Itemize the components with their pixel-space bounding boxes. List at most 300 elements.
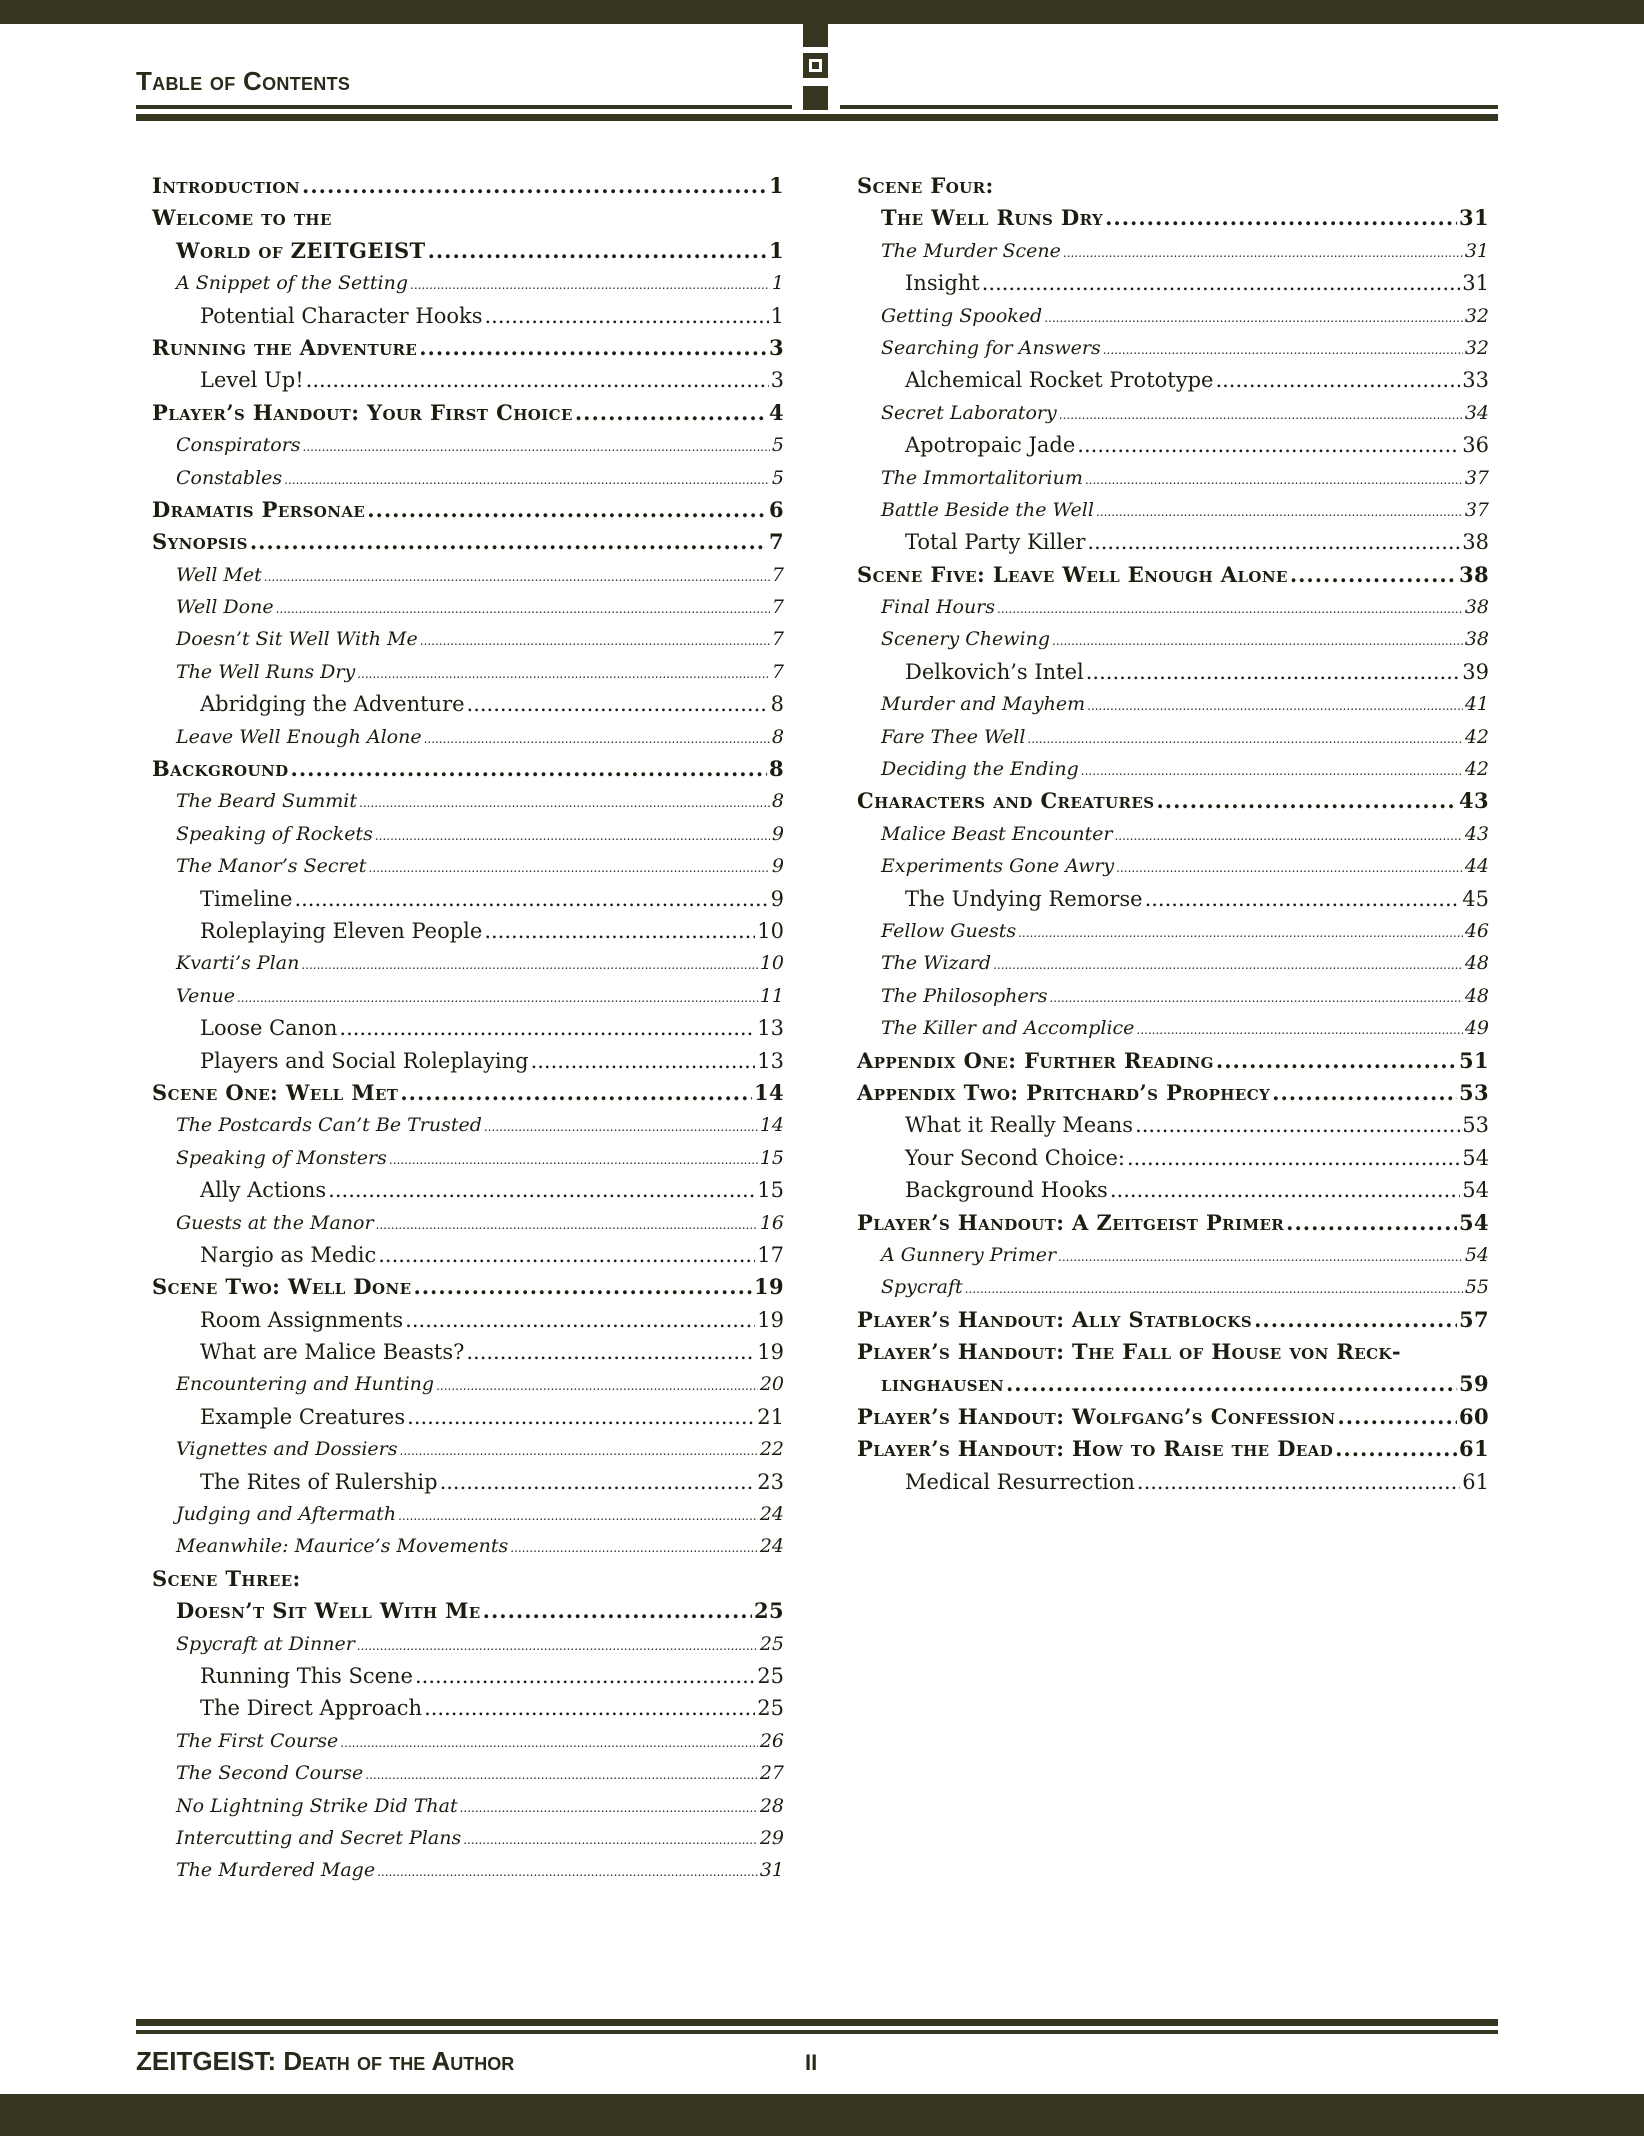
toc-entry[interactable]: [152, 1530, 784, 1562]
toc-dot-leader: [1156, 785, 1457, 817]
toc-entry[interactable]: [857, 202, 1489, 234]
toc-page-number: 11: [759, 984, 784, 1007]
toc-entry[interactable]: [857, 1012, 1489, 1044]
toc-entry-title: Apotropaic Jade: [905, 433, 1076, 458]
toc-dot-leader: [485, 300, 769, 332]
toc-entry[interactable]: [152, 623, 784, 655]
toc-entry-title: Encountering and Hunting: [176, 1373, 435, 1396]
toc-dot-leader: [1335, 1433, 1457, 1465]
toc-dot-leader: [301, 949, 758, 981]
toc-entry-title: Running the Adventure: [152, 334, 418, 360]
toc-entry[interactable]: [857, 1336, 1489, 1368]
toc-entry-title: The Immortalitorium: [881, 466, 1083, 489]
toc-page-number: 19: [757, 1307, 784, 1332]
toc-entry-title: Secret Laboratory: [881, 401, 1057, 424]
toc-entry[interactable]: [152, 1757, 784, 1789]
toc-page-number: 31: [1462, 271, 1489, 296]
toc-entry-title: Timeline: [200, 886, 293, 911]
toc-entry-title: The Undying Remorse: [905, 886, 1143, 911]
toc-page-number: 9: [771, 855, 784, 878]
toc-page-number: 54: [1458, 1209, 1489, 1235]
toc-entry-title: Example Creatures: [200, 1404, 406, 1429]
toc-entry-title: Medical Resurrection: [905, 1469, 1135, 1494]
toc-entry-title: Deciding the Ending: [881, 758, 1079, 781]
toc-page-number: 5: [771, 466, 784, 489]
toc-entry-title: Experiments Gone Awry: [881, 855, 1115, 878]
toc-entry[interactable]: [152, 559, 784, 591]
toc-page-number: 15: [757, 1178, 784, 1203]
toc-page-number: 15: [759, 1146, 784, 1169]
toc-entry[interactable]: [857, 1271, 1489, 1303]
toc-page-number: 49: [1464, 1017, 1489, 1040]
toc-dot-leader: [284, 464, 770, 496]
toc-dot-leader: [1049, 982, 1462, 1014]
toc-entry-title: Venue: [176, 984, 235, 1007]
toc-page-number: 54: [1462, 1178, 1489, 1203]
toc-dot-leader: [1085, 464, 1463, 496]
toc-page-number: 8: [771, 790, 784, 813]
header-ornament-icon: [803, 24, 828, 110]
toc-entry-title: The Philosophers: [881, 984, 1048, 1007]
toc-dot-leader: [575, 397, 767, 429]
toc-page-number: 1: [768, 173, 784, 198]
toc-entry-title: Delkovich’s Intel: [905, 659, 1084, 684]
toc-entry-title: Doesn’t Sit Well With Me: [176, 628, 418, 651]
toc-entry-title: What it Really Means: [905, 1113, 1134, 1138]
toc-entry[interactable]: [857, 818, 1489, 850]
toc-entry-title: Scene Five: Leave Well Enough Alone: [857, 561, 1288, 587]
toc-entry[interactable]: [857, 1304, 1489, 1336]
toc-entry[interactable]: [857, 267, 1489, 299]
toc-entry[interactable]: [152, 1174, 784, 1206]
toc-entry[interactable]: [857, 1466, 1489, 1498]
toc-entry-title: Dramatis Personae: [152, 496, 366, 522]
toc-dot-leader: [306, 364, 769, 396]
toc-entry-title: Loose Canon: [200, 1016, 338, 1041]
toc-dot-leader: [376, 1209, 758, 1241]
toc-entry-title: Total Party Killer: [905, 530, 1086, 555]
toc-page-number: 37: [1464, 466, 1489, 489]
toc-page-number: 55: [1464, 1276, 1489, 1299]
toc-entry[interactable]: [152, 1239, 784, 1271]
toc-dot-leader: [1059, 399, 1463, 431]
toc-dot-leader: [1058, 1241, 1463, 1273]
toc-dot-leader: [405, 1304, 755, 1336]
header-rule-right-thick: [840, 105, 1498, 109]
toc-entry[interactable]: [857, 429, 1489, 461]
toc-page-number: 43: [1458, 788, 1489, 814]
toc-page-number: 20: [759, 1373, 784, 1396]
toc-entry[interactable]: [857, 1368, 1489, 1400]
toc-entry[interactable]: [857, 332, 1489, 364]
toc-page-number: 46: [1464, 919, 1489, 942]
toc-entry[interactable]: [857, 235, 1489, 267]
toc-entry-title: The Postcards Can’t Be Trusted: [176, 1114, 482, 1137]
toc-entry[interactable]: [152, 1271, 784, 1303]
toc-dot-leader: [1216, 1045, 1457, 1077]
toc-entry-title: No Lightning Strike Did That: [176, 1794, 458, 1817]
toc-dot-leader: [291, 753, 767, 785]
toc-entry[interactable]: [152, 1336, 784, 1368]
toc-page-number: 25: [759, 1632, 784, 1655]
toc-entry[interactable]: [152, 332, 784, 364]
toc-entry[interactable]: [152, 1466, 784, 1498]
toc-entry-title: Level Up!: [200, 368, 304, 393]
toc-entry-title: Player’s Handout: Wolfgang’s Confession: [857, 1403, 1336, 1429]
toc-entry[interactable]: [152, 1109, 784, 1141]
toc-entry[interactable]: [152, 1142, 784, 1174]
toc-page-number: 26: [759, 1729, 784, 1752]
toc-dot-leader: [1110, 1174, 1460, 1206]
toc-page-number: 34: [1464, 401, 1489, 424]
toc-entry[interactable]: [857, 1142, 1489, 1174]
toc-dot-leader: [993, 949, 1463, 981]
toc-entry[interactable]: [857, 1433, 1489, 1465]
toc-dot-leader: [1027, 723, 1462, 755]
toc-page-number: 54: [1462, 1145, 1489, 1170]
toc-entry-title: The Wizard: [881, 952, 992, 975]
toc-entry[interactable]: [152, 721, 784, 753]
toc-page-number: 3: [768, 334, 784, 360]
toc-dot-leader: [375, 820, 770, 852]
toc-dot-leader: [1286, 1207, 1457, 1239]
toc-dot-leader: [484, 915, 755, 947]
toc-entry[interactable]: [152, 170, 784, 202]
toc-page-number: 25: [753, 1598, 784, 1624]
toc-entry-title: Appendix Two: Pritchard’s Prophecy: [857, 1079, 1271, 1105]
toc-entry[interactable]: [152, 1304, 784, 1336]
toc-entry-title: Murder and Mayhem: [881, 693, 1086, 716]
toc-dot-leader: [340, 1727, 758, 1759]
toc-page-number: 3: [770, 368, 784, 393]
toc-entry-title: Getting Spooked: [881, 304, 1043, 327]
toc-dot-leader: [997, 593, 1463, 625]
toc-entry-title: Conspirators: [176, 434, 301, 457]
toc-page-number: 22: [759, 1438, 784, 1461]
toc-entry-title: Fellow Guests: [881, 919, 1017, 942]
toc-page-number: 43: [1464, 822, 1489, 845]
toc-entry[interactable]: [152, 1822, 784, 1854]
toc-entry-title: The Murdered Mage: [176, 1859, 376, 1882]
toc-entry[interactable]: [152, 1725, 784, 1757]
toc-entry-title: Welcome to the: [152, 205, 332, 231]
toc-entry[interactable]: [857, 785, 1489, 817]
toc-entry-title: Kvarti’s Plan: [176, 952, 300, 975]
toc-dot-leader: [1086, 656, 1461, 688]
toc-entry[interactable]: [857, 170, 1489, 202]
toc-entry-title: Speaking of Monsters: [176, 1146, 387, 1169]
toc-entry-title: Leave Well Enough Alone: [176, 725, 422, 748]
toc-page-number: 7: [771, 596, 784, 619]
toc-entry[interactable]: [152, 1368, 784, 1400]
toc-entry[interactable]: [857, 915, 1489, 947]
toc-page-number: 53: [1458, 1079, 1489, 1105]
toc-page-number: 9: [770, 886, 784, 911]
toc-entry[interactable]: [152, 1692, 784, 1724]
toc-page-number: 45: [1462, 886, 1489, 911]
toc-dot-leader: [510, 1532, 758, 1564]
toc-entry[interactable]: [857, 1174, 1489, 1206]
toc-page-number: 14: [753, 1079, 784, 1105]
toc-entry[interactable]: [152, 883, 784, 915]
toc-dot-leader: [424, 1692, 755, 1724]
toc-entry[interactable]: [152, 1401, 784, 1433]
toc-entry[interactable]: [857, 688, 1489, 720]
toc-dot-leader: [367, 494, 767, 526]
toc-entry[interactable]: [857, 721, 1489, 753]
toc-entry[interactable]: [152, 397, 784, 429]
toc-entry[interactable]: [152, 753, 784, 785]
toc-dot-leader: [339, 1012, 755, 1044]
toc-entry-title: World of ZEITGEIST: [176, 237, 426, 263]
toc-dot-leader: [365, 1759, 758, 1791]
top-border-bar: [0, 0, 1644, 24]
toc-entry[interactable]: [152, 526, 784, 558]
toc-page-number: 33: [1462, 368, 1489, 393]
toc-page-number: 19: [753, 1274, 784, 1300]
toc-dot-leader: [357, 1630, 758, 1662]
toc-page-number: 54: [1464, 1243, 1489, 1266]
toc-entry[interactable]: [152, 235, 784, 267]
toc-entry-title: The Second Course: [176, 1762, 364, 1785]
toc-page-number: 1: [770, 303, 784, 328]
toc-page-number: 14: [759, 1114, 784, 1137]
toc-entry[interactable]: [152, 1498, 784, 1530]
toc-page-number: 7: [771, 563, 784, 586]
toc-dot-leader: [1044, 302, 1463, 334]
toc-entry[interactable]: [152, 1012, 784, 1044]
toc-entry[interactable]: [152, 785, 784, 817]
toc-page-number: 61: [1458, 1436, 1489, 1462]
toc-dot-leader: [276, 593, 770, 625]
toc-entry[interactable]: [152, 818, 784, 850]
toc-entry[interactable]: [152, 1660, 784, 1692]
toc-entry-title: Searching for Answers: [881, 336, 1101, 359]
toc-dot-leader: [1081, 755, 1463, 787]
toc-page-number: 7: [771, 660, 784, 683]
toc-entry[interactable]: [857, 397, 1489, 429]
toc-dot-leader: [302, 170, 767, 202]
toc-page-number: 41: [1464, 693, 1489, 716]
toc-entry[interactable]: [857, 591, 1489, 623]
bottom-border-bar: [0, 2094, 1644, 2136]
toc-entry-title: A Snippet of the Setting: [176, 272, 409, 295]
toc-dot-leader: [467, 688, 769, 720]
toc-page-number: 28: [759, 1794, 784, 1817]
toc-dot-leader: [400, 1077, 752, 1109]
toc-entry-title: Roleplaying Eleven People: [200, 918, 483, 943]
toc-dot-leader: [264, 561, 770, 593]
toc-dot-leader: [419, 332, 767, 364]
toc-entry[interactable]: [857, 1109, 1489, 1141]
toc-dot-leader: [410, 269, 770, 301]
toc-entry-title: Vignettes and Dossiers: [176, 1438, 398, 1461]
toc-entry[interactable]: [152, 591, 784, 623]
toc-entry-title: The Well Runs Dry: [881, 205, 1104, 231]
toc-dot-leader: [389, 1144, 758, 1176]
toc-entry-title: The Rites of Rulership: [200, 1469, 438, 1494]
toc-page-number: 42: [1464, 725, 1489, 748]
toc-entry[interactable]: [152, 915, 784, 947]
toc-dot-leader: [483, 1595, 752, 1627]
toc-entry-title: Abridging the Adventure: [200, 692, 465, 717]
toc-dot-leader: [460, 1792, 758, 1824]
toc-dot-leader: [531, 1045, 756, 1077]
toc-entry[interactable]: [857, 494, 1489, 526]
toc-right-column: [857, 170, 1489, 1498]
toc-entry[interactable]: [152, 1207, 784, 1239]
toc-dot-leader: [1096, 496, 1463, 528]
footer-rule-thick: [136, 2030, 1498, 2034]
toc-dot-leader: [357, 658, 770, 690]
toc-entry-title: Scene Four:: [857, 173, 994, 198]
toc-entry-title: Final Hours: [881, 596, 996, 619]
footer-page-number: II: [805, 2050, 818, 2075]
toc-entry-title: Speaking of Rockets: [176, 822, 373, 845]
toc-dot-leader: [1006, 1368, 1457, 1400]
toc-entry[interactable]: [152, 364, 784, 396]
toc-entry[interactable]: [152, 494, 784, 526]
toc-entry-title: Introduction: [152, 173, 301, 198]
toc-page-number: 37: [1464, 498, 1489, 521]
toc-entry-title: The Beard Summit: [176, 790, 358, 813]
toc-page-number: 17: [757, 1242, 784, 1267]
toc-page-number: 53: [1462, 1113, 1489, 1138]
toc-entry[interactable]: [152, 1077, 784, 1109]
toc-dot-leader: [1215, 364, 1460, 396]
toc-page-number: 10: [757, 918, 784, 943]
toc-page-number: 23: [757, 1469, 784, 1494]
toc-page-number: 10: [759, 952, 784, 975]
toc-entry[interactable]: [152, 1790, 784, 1822]
toc-entry[interactable]: [152, 980, 784, 1012]
toc-entry-title: linghausen: [881, 1371, 1004, 1397]
toc-entry[interactable]: [152, 300, 784, 332]
page-header-title: Table of Contents: [136, 66, 351, 96]
toc-page-number: 38: [1464, 596, 1489, 619]
toc-entry[interactable]: [152, 202, 784, 234]
toc-entry-title: Characters and Creatures: [857, 788, 1155, 814]
toc-entry[interactable]: [152, 1045, 784, 1077]
toc-entry-title: The First Course: [176, 1729, 339, 1752]
toc-entry[interactable]: [152, 1628, 784, 1660]
toc-entry[interactable]: [857, 1401, 1489, 1433]
toc-page-number: 32: [1464, 336, 1489, 359]
toc-entry-title: Synopsis: [152, 529, 248, 555]
toc-entry[interactable]: [857, 1239, 1489, 1271]
toc-entry-title: What are Malice Beasts?: [200, 1340, 465, 1365]
toc-entry[interactable]: [152, 1433, 784, 1465]
toc-page-number: 57: [1458, 1306, 1489, 1332]
toc-dot-leader: [1103, 334, 1463, 366]
toc-entry[interactable]: [857, 947, 1489, 979]
toc-page-number: 42: [1464, 758, 1489, 781]
toc-page-number: 36: [1462, 433, 1489, 458]
toc-entry-title: Intercutting and Secret Plans: [176, 1826, 462, 1849]
toc-entry-title: Well Met: [176, 563, 262, 586]
toc-page-number: 38: [1464, 628, 1489, 651]
toc-page-number: 16: [759, 1211, 784, 1234]
toc-dot-leader: [398, 1500, 758, 1532]
toc-dot-leader: [415, 1660, 755, 1692]
toc-dot-leader: [407, 1401, 755, 1433]
toc-page-number: 8: [771, 725, 784, 748]
toc-entry[interactable]: [857, 1077, 1489, 1109]
toc-entry-title: Malice Beast Encounter: [881, 822, 1113, 845]
toc-page-number: 29: [759, 1826, 784, 1849]
toc-entry[interactable]: [152, 1854, 784, 1886]
toc-entry[interactable]: [857, 559, 1489, 591]
toc-entry[interactable]: [857, 526, 1489, 558]
toc-entry[interactable]: [152, 429, 784, 461]
footer-rule-thin: [136, 2019, 1498, 2026]
toc-dot-leader: [400, 1435, 758, 1467]
toc-entry-title: Player’s Handout: The Fall of House von Reck-: [857, 1339, 1401, 1365]
toc-entry[interactable]: [857, 462, 1489, 494]
toc-entry[interactable]: [857, 883, 1489, 915]
toc-entry-title: Battle Beside the Well: [881, 498, 1094, 521]
toc-page-number: 51: [1458, 1047, 1489, 1073]
toc-dot-leader: [378, 1239, 755, 1271]
toc-dot-leader: [420, 625, 770, 657]
toc-page-number: 6: [768, 496, 784, 522]
toc-entry[interactable]: [152, 462, 784, 494]
toc-page-number: 48: [1464, 984, 1489, 1007]
toc-dot-leader: [1337, 1401, 1457, 1433]
toc-entry[interactable]: [857, 300, 1489, 332]
toc-entry-title: Room Assignments: [200, 1307, 404, 1332]
toc-entry-title: Scene One: Well Met: [152, 1079, 399, 1105]
toc-entry[interactable]: [152, 1563, 784, 1595]
toc-entry[interactable]: [857, 364, 1489, 396]
toc-page-number: 39: [1462, 659, 1489, 684]
toc-entry-title: Your Second Choice:: [905, 1145, 1125, 1170]
toc-entry[interactable]: [857, 623, 1489, 655]
toc-dot-leader: [440, 1466, 756, 1498]
toc-dot-leader: [303, 431, 770, 463]
toc-dot-leader: [1272, 1077, 1457, 1109]
toc-entry[interactable]: [152, 947, 784, 979]
toc-entry-title: Insight: [905, 271, 980, 296]
toc-page-number: 25: [757, 1663, 784, 1688]
toc-dot-leader: [1136, 1014, 1462, 1046]
toc-entry[interactable]: [857, 753, 1489, 785]
toc-page-number: 24: [759, 1503, 784, 1526]
toc-entry[interactable]: [152, 850, 784, 882]
toc-entry-title: Ally Actions: [200, 1178, 327, 1203]
toc-entry-title: Appendix One: Further Reading: [857, 1047, 1214, 1073]
toc-entry-title: Alchemical Rocket Prototype: [905, 368, 1214, 393]
toc-page-number: 9: [771, 822, 784, 845]
toc-entry[interactable]: [152, 688, 784, 720]
toc-entry-title: Player’s Handout: Your First Choice: [152, 399, 573, 425]
toc-entry-title: Player’s Handout: A Zeitgeist Primer: [857, 1209, 1285, 1235]
toc-entry-title: Doesn’t Sit Well With Me: [176, 1598, 481, 1624]
toc-entry[interactable]: [857, 850, 1489, 882]
toc-dot-leader: [466, 1336, 755, 1368]
toc-entry[interactable]: [152, 1595, 784, 1627]
toc-page-number: 8: [770, 692, 784, 717]
toc-entry[interactable]: [857, 980, 1489, 1012]
toc-entry[interactable]: [152, 267, 784, 299]
toc-entry[interactable]: [857, 656, 1489, 688]
toc-entry[interactable]: [152, 656, 784, 688]
toc-entry[interactable]: [857, 1207, 1489, 1239]
toc-entry[interactable]: [857, 1045, 1489, 1077]
toc-entry-title: The Murder Scene: [881, 239, 1061, 262]
toc-entry-title: Potential Character Hooks: [200, 303, 483, 328]
toc-page-number: 4: [768, 399, 784, 425]
